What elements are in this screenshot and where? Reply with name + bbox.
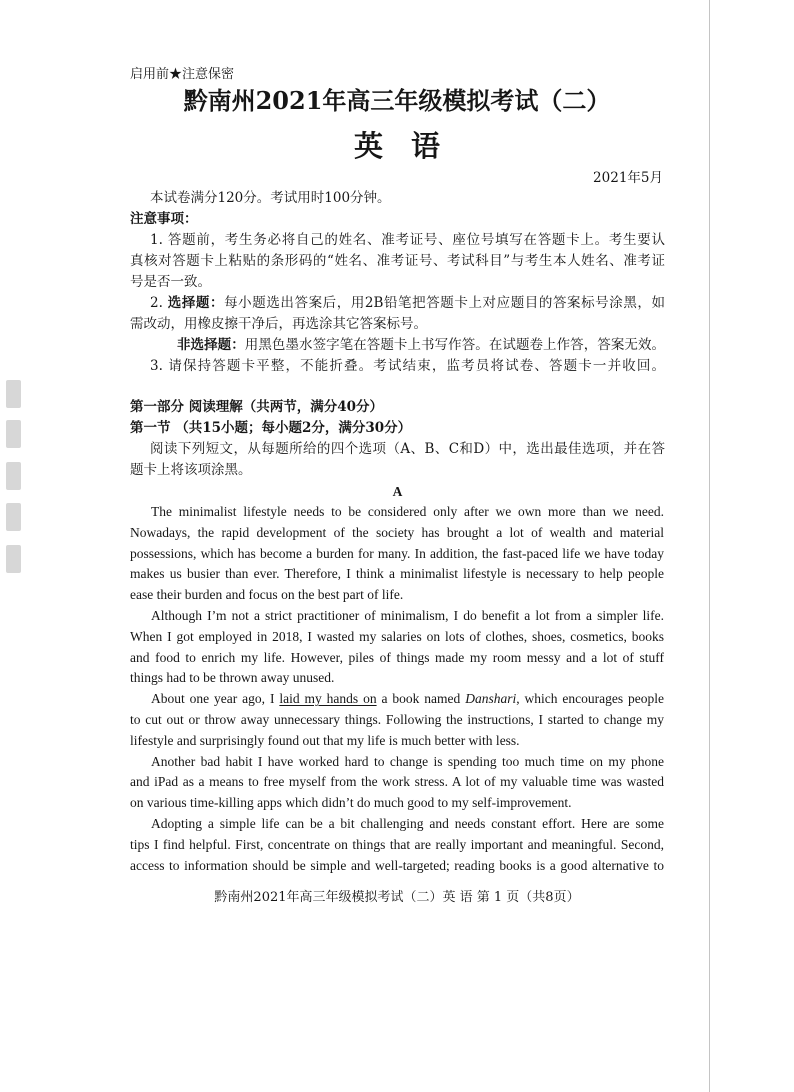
passage-line: possessions, which has become a burden for many. In addition, the fast-paced life we have today [130, 545, 664, 561]
passage-line: Another bad habit I have worked hard to change is spending too much time on my phone [151, 753, 664, 769]
instruction-label: 非选择题： [177, 337, 245, 353]
passage-line: When I got employed in 2018, I wasted my salaries on lots of clothes, shoes, cosmetics, books [130, 628, 664, 644]
passage-line: things had to be thrown away unused. [130, 670, 335, 686]
passage-text: , which encourages people [516, 691, 665, 707]
instruction-line: 需改动，用橡皮擦干净后，再选涂其它答案标号。 [130, 316, 427, 332]
binding-mark [6, 503, 21, 531]
instruction-text: 用黑色墨水签字笔在答题卡上书写作答。在试题卷上作答，答案无效。 [244, 337, 666, 353]
directions-line: 阅读下列短文，从每题所给的四个选项（A、B、C和D）中，选出最佳选项，并在答 [150, 441, 665, 457]
directions-line: 题卡上将该项涂黑。 [130, 462, 252, 478]
instruction-label: 选择题： [167, 295, 225, 311]
passage-text: About one year ago, I [151, 691, 280, 707]
instruction-line: 真核对答题卡上粘贴的条形码的“姓名、准考证号、考试科目”与考生本人姓名、准考证 [130, 253, 665, 269]
instruction-line [130, 293, 665, 314]
passage-line: The minimalist lifestyle needs to be considered only after we own more than we need. [151, 504, 664, 519]
passage-line: Nowadays, the rapid development of the society has brought a lot of wealth and material [130, 524, 664, 540]
item-number: 3. [150, 358, 163, 374]
item-number: 1. [150, 232, 163, 248]
binding-mark [6, 462, 21, 490]
passage-line: to cut out or throw away unnecessary things. Following the instructions, I started to change my [130, 711, 664, 727]
exam-title: 黔南州2021年高三年级模拟考试（二） [183, 86, 611, 115]
passage-line: access to information should be simple and well-targeted; reading books is a good alternative to [130, 857, 664, 873]
passage-line: and food to enrich my life. However, piles of things made my room messy and a lot of stuff [130, 649, 664, 665]
part-one-header [130, 397, 665, 502]
instruction-line [130, 356, 665, 377]
exam-date: 2021年5月 [593, 170, 663, 186]
passage-line: Adopting a simple life can be a bit challenging and needs constant effort. Here are some [151, 815, 664, 831]
passage-text: a book named [376, 691, 466, 707]
exam-summary: 本试卷满分120分。考试用时100分钟。 [150, 190, 391, 206]
passage-line: tips I find helpful. First, concentrate on things that are really important and meaningful. Second, [130, 836, 664, 852]
instructions [130, 188, 665, 377]
instruction-text: 每小题选出答案后，用2B铅笔把答题卡上对应题目的答案标号涂黑，如 [224, 295, 665, 311]
passage-line: makes us busier than ever. Therefore, I think a minimalist lifestyle is necessary to help people [130, 566, 664, 582]
passage-line [130, 689, 664, 710]
passage-label: A [392, 484, 403, 499]
section-heading: 第一节 （共15小题；每小题2分，满分30分） [130, 420, 412, 436]
instruction-text: 答题前，考生务必将自己的姓名、准考证号、座位号填写在答题卡上。考生要认 [167, 232, 665, 248]
binding-mark [6, 545, 21, 573]
reading-passage [130, 502, 664, 876]
passage-line: ease their burden and focus on the best part of life. [130, 587, 404, 603]
instruction-line [130, 335, 665, 356]
item-number: 2. [150, 295, 163, 311]
exam-subject: 英 语 [353, 129, 441, 163]
instruction-text: 请保持答题卡平整，不能折叠。考试结束，监考员将试卷、答题卡一并收回。 [168, 358, 665, 374]
instruction-line [130, 230, 665, 251]
passage-line: and iPad as a means to free myself from the work stress. A lot of my valuable time was wasted [130, 774, 664, 790]
underlined-phrase: laid my hands on [279, 691, 377, 707]
instruction-line: 号是否一致。 [130, 274, 211, 290]
binding-mark [6, 380, 21, 408]
passage-line: Although I’m not a strict practitioner of minimalism, I do benefit a lot from a simpler life. [151, 607, 664, 623]
page-footer: 黔南州2021年高三年级模拟考试（二）英 语 第 1 页（共8页） [214, 890, 580, 905]
part-heading: 第一部分 阅读理解（共两节，满分40分） [130, 399, 383, 415]
instructions-heading: 注意事项： [130, 211, 198, 227]
book-title: Danshari [465, 691, 517, 707]
passage-line: on various time-killing apps which didn’t do much good to my self-improvement. [130, 795, 572, 811]
passage-line: lifestyle and surprisingly found out that my life is much better with less. [130, 732, 520, 748]
confidential-notice: 启用前★注意保密 [130, 67, 235, 82]
binding-mark [6, 420, 21, 448]
